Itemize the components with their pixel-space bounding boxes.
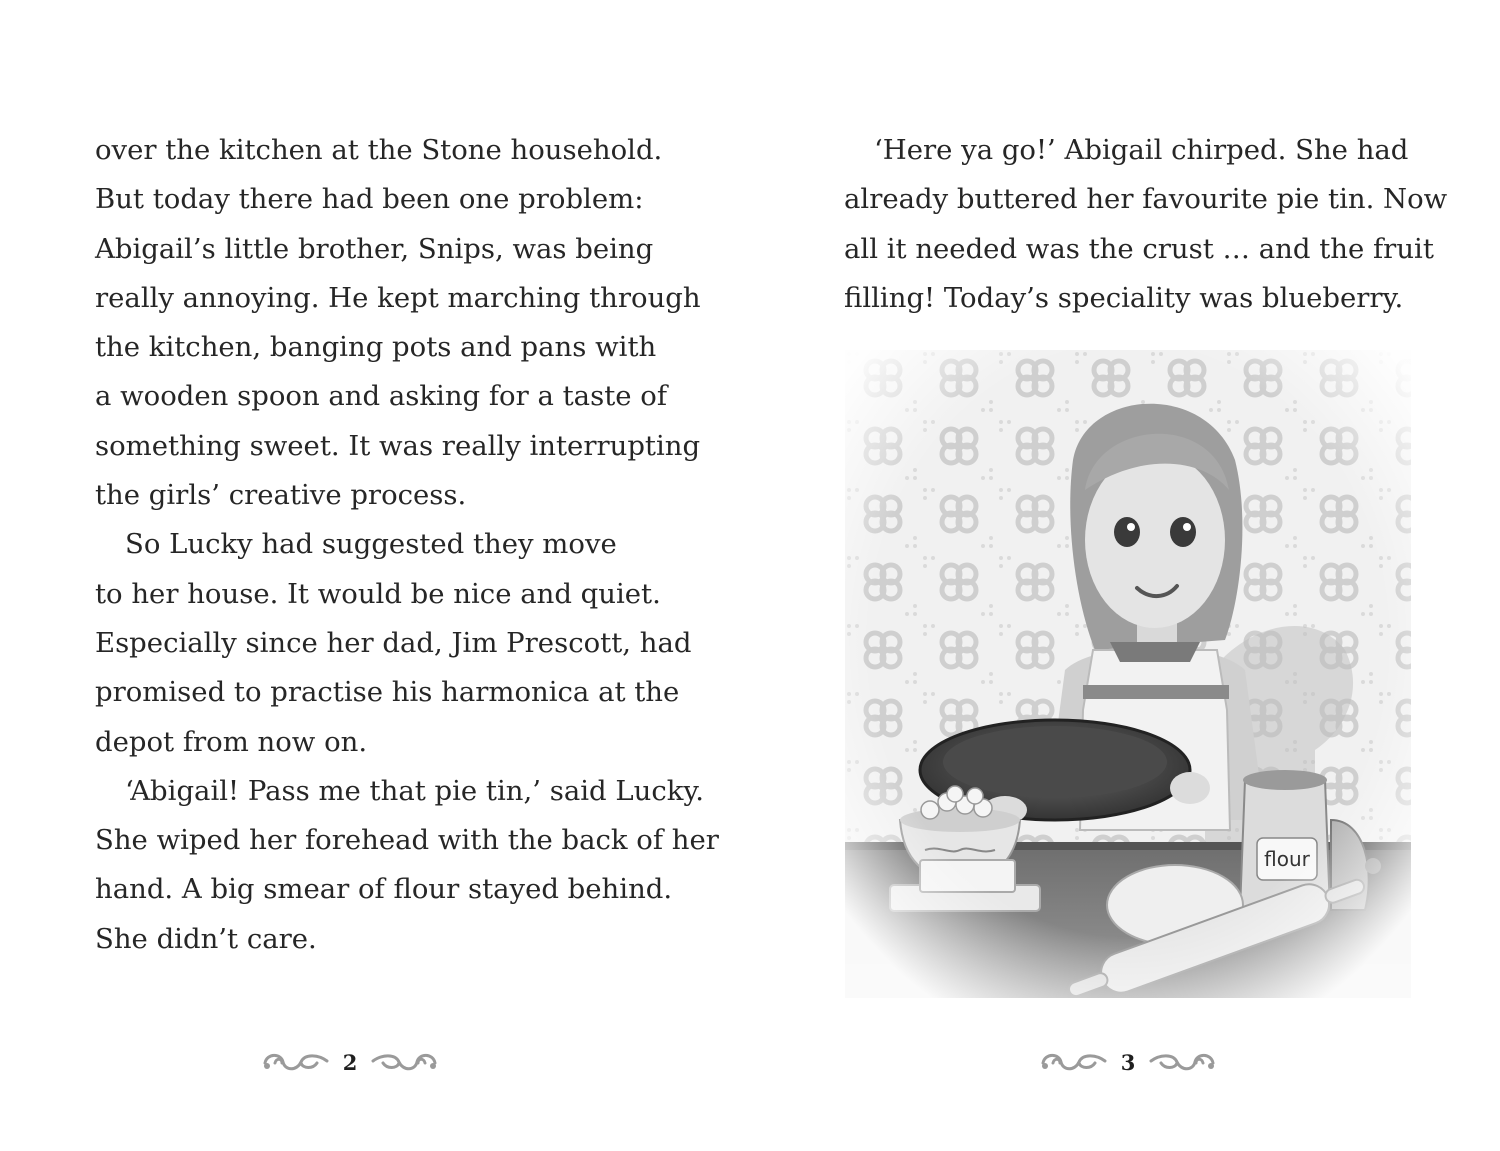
- text-line: to her house. It would be nice and quiet.: [95, 577, 661, 610]
- text-line: something sweet. It was really interrupting: [95, 429, 701, 462]
- paragraph-start-line: ‘Abigail! Pass me that pie tin,’ said Lucky.: [125, 774, 705, 807]
- text-line: promised to practise his harmonica at the: [95, 676, 680, 709]
- page-number: 2: [342, 1049, 358, 1075]
- text-line: the kitchen, banging pots and pans with: [95, 331, 657, 364]
- page-number-footer: [1028, 1040, 1228, 1084]
- text-line: depot from now on.: [95, 725, 368, 758]
- text-line: Especially since her dad, Jim Prescott, had: [95, 626, 692, 659]
- right-flourish-icon: [1147, 1047, 1217, 1077]
- left-flourish-icon: [1039, 1047, 1109, 1077]
- page-number: 3: [1120, 1049, 1136, 1075]
- text-line: a wooden spoon and asking for a taste of: [95, 380, 667, 413]
- text-line: the girls’ creative process.: [95, 479, 467, 512]
- text-line: Abigail’s little brother, Snips, was being: [95, 232, 654, 265]
- text-line: She didn’t care.: [95, 922, 317, 955]
- right-page-text: [844, 126, 1448, 323]
- text-line: all it needed was the crust … and the fruit: [844, 232, 1434, 265]
- kitchen-illustration: [845, 350, 1411, 998]
- left-flourish-icon: [261, 1047, 331, 1077]
- right-page: [750, 0, 1500, 1151]
- page-number-footer: [250, 1040, 450, 1084]
- text-line: really annoying. He kept marching through: [95, 281, 701, 314]
- right-flourish-icon: [369, 1047, 439, 1077]
- text-line: But today there had been one problem:: [95, 183, 644, 216]
- text-line: She wiped her forehead with the back of her: [95, 824, 719, 857]
- text-line: hand. A big smear of flour stayed behind.: [95, 873, 673, 906]
- paragraph-start-line: So Lucky had suggested they move: [125, 528, 617, 561]
- text-line: already buttered her favourite pie tin. Now: [844, 183, 1448, 216]
- text-line: over the kitchen at the Stone household.: [95, 134, 663, 166]
- text-line: filling! Today’s speciality was blueberry.: [844, 281, 1404, 314]
- left-page-text: [95, 126, 719, 964]
- paragraph-start-line: ‘Here ya go!’ Abigail chirped. She had: [874, 134, 1409, 166]
